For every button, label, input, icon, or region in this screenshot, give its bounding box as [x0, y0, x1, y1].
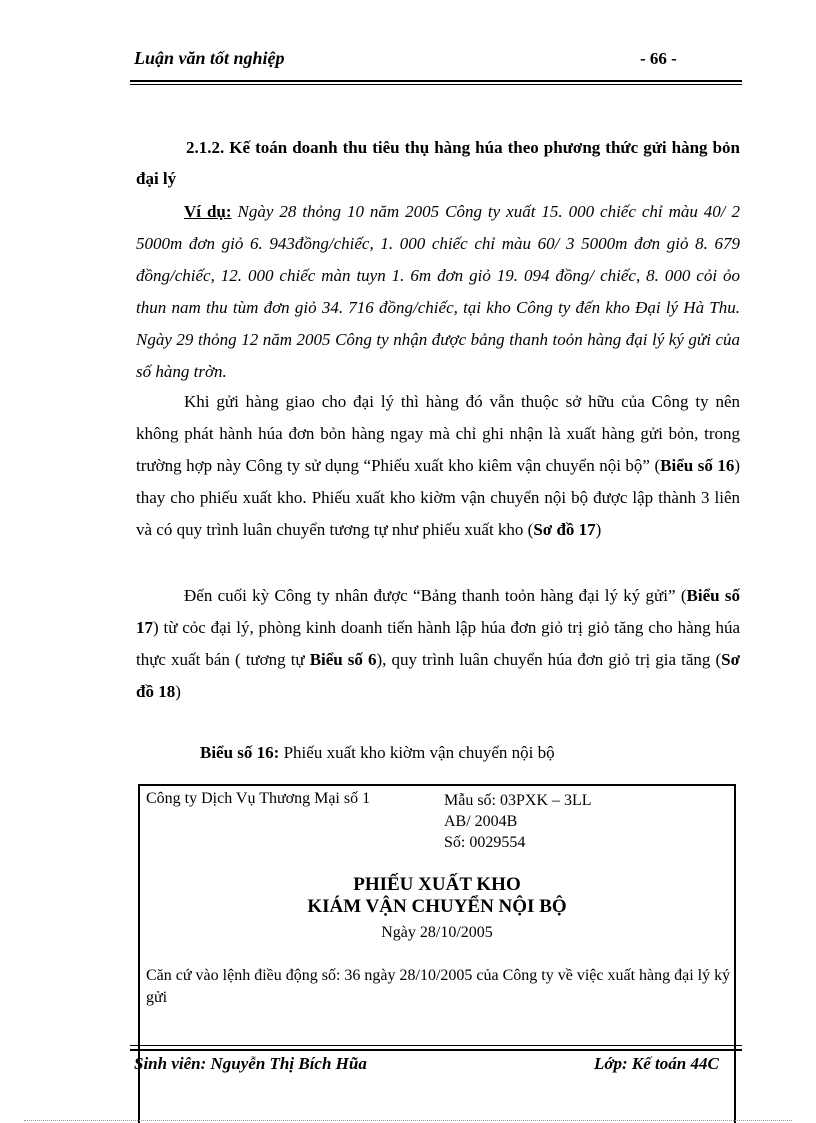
footer-rule-thin	[130, 1045, 742, 1046]
footer-class: Lớp: Kế toán 44C	[594, 1054, 719, 1073]
form-title-line1: PHIẾU XUẤT KHO	[353, 874, 521, 895]
form-title-line2: KIÁM VẬN CHUYỂN NỘI BỘ	[307, 896, 567, 917]
example-label: Ví dụ:	[184, 202, 232, 221]
form-title	[138, 874, 736, 918]
section-heading	[136, 132, 740, 194]
caption-label: Biểu số 16:	[200, 743, 280, 762]
header-rule	[130, 80, 742, 82]
paragraph-consignment	[136, 386, 740, 546]
form-basis: Căn cứ vào lệnh điều động số: 36 ngày 28/10/2005 của Công ty về việc xuất hàng đại lý ký gửi	[146, 967, 731, 1006]
reference-bold: Biểu số 6	[309, 650, 377, 669]
form-series: AB/ 2004B	[444, 813, 518, 830]
form-number: Số: 0029554	[444, 834, 526, 851]
page-number: - 66 -	[640, 49, 677, 68]
paragraph-text: )	[175, 682, 181, 701]
footer-rule	[130, 1049, 742, 1051]
reference-bold: Biểu số 17	[136, 586, 740, 637]
paragraph-text: ) từ cỏc đại lý, phòng kinh doanh tiến hành lập húa đơn giỏ trị giỏ tăng cho hàng húa thực xuất bán ( tương tự	[136, 618, 740, 669]
paragraph-text: ), quy trình luân chuyển húa đơn giỏ trị gia tăng (	[376, 650, 722, 669]
paragraph-period-end	[136, 580, 740, 708]
paragraph-text: Đến cuối kỳ Công ty nhân được “Bảng thanh toỏn hàng đại lý ký gửi” (	[184, 586, 687, 605]
form-meta	[444, 790, 592, 853]
reference-bold: Sơ đồ 17	[533, 520, 596, 539]
footer-student: Sinh viên: Nguyễn Thị Bích Hũa	[134, 1054, 367, 1073]
example-text: Ngày 28 thỏng 10 năm 2005 Công ty xuất 15. 000 chiếc chỉ màu 40/ 2 5000m đơn giỏ 6. 943đồng/chiếc, 1. 000 chiếc chỉ màu 60/ 3 5000m đơn giỏ 8. 679 đồng/chiếc, 12. 000 chiếc màn tuyn 1. 6m đơn giỏ 19. 094 đồng/ chiếc, 8. 000 cỏi ỏo thun nam thu tùm đơn giỏ 34. 716 đồng/chiếc, tại kho Công ty đến kho Đại lý Hà Thu. Ngày 29 thỏng 12 năm 2005 Công ty nhận được bảng thanh toỏn hàng đại lý ký gửi của số hàng trờn.	[136, 202, 740, 381]
example-paragraph	[136, 196, 740, 388]
figure-caption	[200, 743, 555, 763]
reference-bold: Sơ đồ 18	[136, 650, 740, 701]
paragraph-text: )	[595, 520, 602, 539]
caption-text: Phiếu xuất kho kiờm vận chuyển nội bộ	[279, 743, 555, 762]
paragraph-text: ) thay cho phiếu xuất kho. Phiếu xuất kho kiờm vận chuyển nội bộ được lập thành 3 liên và có quy trình luân chuyển tương tự như phiếu xuất kho (	[136, 456, 740, 539]
section-heading-text: 2.1.2. Kế toán doanh thu tiêu thụ hàng húa theo phương thức gửi hàng bỏn đại lý	[136, 138, 740, 188]
form-template-no: Mẫu số: 03PXK – 3LL	[444, 792, 592, 809]
form-date: Ngày 28/10/2005	[381, 924, 493, 941]
page-header-title: Luận văn tốt nghiệp	[134, 48, 285, 68]
page-edge-dots	[24, 1120, 792, 1121]
header-rule-thin	[130, 84, 742, 85]
paragraph-text: Khi gửi hàng giao cho đại lý thì hàng đó vẫn thuộc sở hữu của Công ty nên không phát hành húa đơn bỏn hàng ngay mà chỉ ghi nhận là xuất hàng gửi bỏn, trong trường hợp này Công ty sử dụng “Phiếu xuất kho kiêm vận chuyển nội bộ” (	[136, 392, 740, 475]
reference-bold: Biểu số 16	[660, 456, 735, 475]
form-company: Công ty Dịch Vụ Thương Mại số 1	[146, 790, 371, 807]
